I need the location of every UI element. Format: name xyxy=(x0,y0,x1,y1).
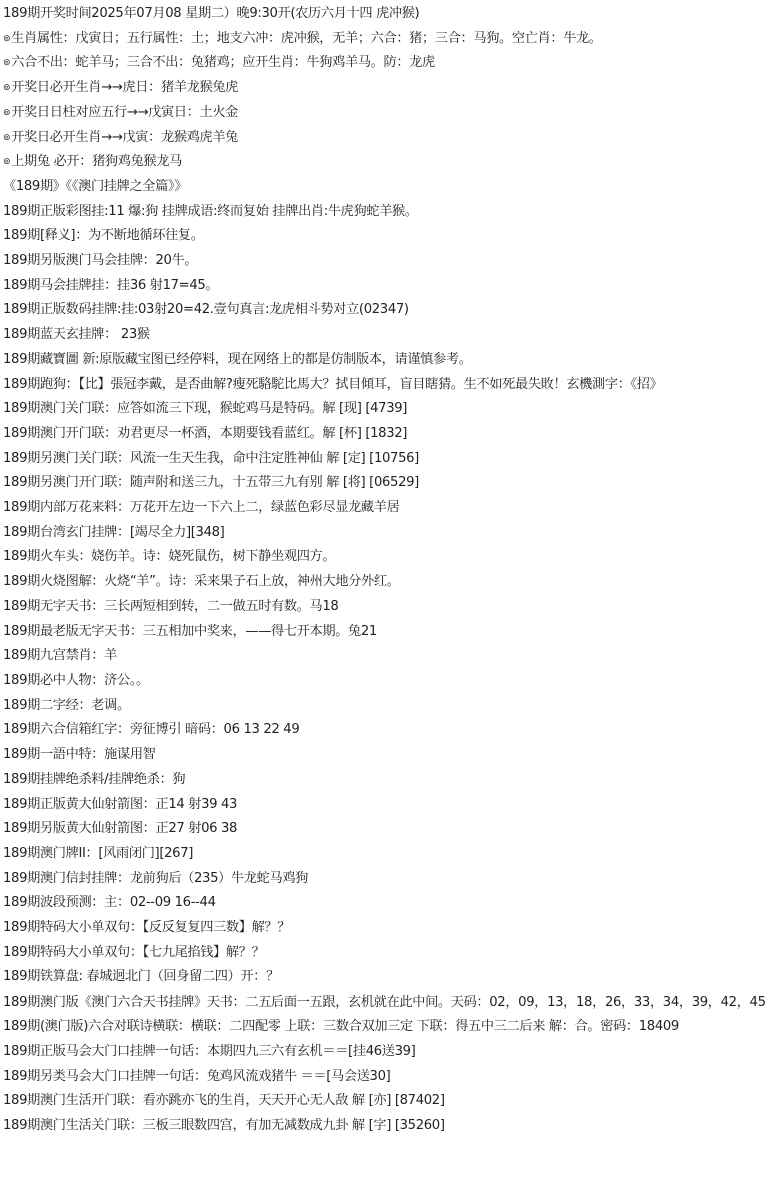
text-line: 189期另澳门开门联：随声附和送三九，十五带三九有别 解 [将] [06529] xyxy=(3,475,419,491)
text-line: 189期波段预测：主：02--09 16--44 xyxy=(3,895,216,911)
text-line: 189期正版马会大门口挂牌一句话：本期四九三六有玄机＝＝[挂46送39] xyxy=(3,1043,416,1059)
text-line: 189期正版黄大仙射箭图：正14 射39 43 xyxy=(3,796,238,812)
circle-bullet-icon: ⊚ xyxy=(3,83,11,94)
text-line: 189期台湾玄门挂牌：[竭尽全力][348] xyxy=(3,524,225,540)
text-line: 189期澳门开门联：劝君更尽一杯酒，本期要钱看蓝红。解 [杯] [1832] xyxy=(3,425,408,441)
circle-bullet-icon: ⊚ xyxy=(3,58,11,69)
text-line: 189期另澳门关门联：风流一生天生我，命中注定胜神仙 解 [定] [10756] xyxy=(3,450,419,466)
draw-time-header: 189期开奖时间2025年07月08 星期二）晚9:30开(农历六月十四 虎冲猴) xyxy=(3,6,420,21)
section-title: 《189期》《《澳门挂牌之全篇》》 xyxy=(3,178,188,194)
circle-bullet-icon: ⊚ xyxy=(3,33,11,44)
text-line: 189期澳门生活关门联：三板三眼数四宫，有加无减数成九卦 解 [字] [35260] xyxy=(3,1117,445,1133)
text-line: 189期藏寶圖 新:原版藏宝图已经停料，现在网络上的都是仿制版本，请谨慎参考。 xyxy=(3,351,472,367)
attribute-line: ⊚生肖属性：戊寅日；五行属性：土；地支六冲：虎冲猴，无羊；六合：猪；三合：马狗。空亡肖：牛龙。 xyxy=(3,30,602,46)
text-line: 189期无字天书：三长两短相到转，二一做五时有数。马18 xyxy=(3,598,339,614)
circle-bullet-icon: ⊚ xyxy=(3,157,11,168)
text-line: 189期六合信箱红字：旁征博引 暗码：06 13 22 49 xyxy=(3,722,300,738)
text-line: 189期九宫禁肖：羊 xyxy=(3,648,117,664)
text-line: 189期挂牌绝杀料/挂牌绝杀：狗 xyxy=(3,771,186,787)
text-line: 189期澳门生活开门联：看亦跳亦飞的生肖，天天开心无人敌 解 [亦] [87402] xyxy=(3,1093,445,1109)
text-line: 189期另版黄大仙射箭图：正27 射06 38 xyxy=(3,821,238,837)
text-line: 189期正版数码挂牌:挂:03射20=42.壹句真言:龙虎相斗势对立(02347) xyxy=(3,302,409,318)
text-line: 189期另版澳门马会挂牌：20牛。 xyxy=(3,253,198,269)
text-line: 189期澳门信封挂牌：龙前狗后（235）牛龙蛇马鸡狗 xyxy=(3,870,308,886)
text-line: 189期正版彩图挂:11 爆:狗 挂牌成语:终而复始 挂牌出肖:牛虎狗蛇羊猴。 xyxy=(3,203,418,219)
text-line: 189期另类马会大门口挂牌一句话：兔鸡风流戏猪牛 ＝＝[马会送30] xyxy=(3,1068,391,1084)
attribute-line: ⊚六合不出：蛇羊马；三合不出：兔猪鸡；应开生肖：牛狗鸡羊马。防：龙虎 xyxy=(3,55,435,71)
circle-bullet-icon: ⊚ xyxy=(3,132,11,143)
text-line: 189期跑狗：【比】張冠李戴，是否曲解?瘦死駱駝比馬大？拭目傾耳，盲目瞎猜。生不如死最失敗！玄機測字：《招》 xyxy=(3,376,663,392)
attribute-line: ⊚开奖日日柱对应五行→→戊寅日：土火金 xyxy=(3,104,239,120)
text-line: 189期特码大小单双句：【七九尾掐钱】解？？ xyxy=(3,944,265,960)
text-line: 189期内部万花来料：万花开左边一下六上二，绿蓝色彩尽显龙藏羊居 xyxy=(3,500,400,516)
text-line: 189期澳门牌II：[风雨闭门][267] xyxy=(3,845,194,861)
text-line: 189期必中人物：济公。。 xyxy=(3,672,149,688)
text-line: 189期(澳门版)六合对联诗横联：横联：二四配零 上联：三数合双加三定 下联：得五中三二后来 解：合。密码：18409 xyxy=(3,1019,679,1035)
attribute-line: ⊚开奖日必开生肖→→戊寅：龙猴鸡虎羊兔 xyxy=(3,129,239,145)
text-line: 189期马会挂牌挂：挂36 射17=45。 xyxy=(3,277,219,293)
attribute-line: ⊚上期兔 必开：猪狗鸡兔猴龙马 xyxy=(3,154,182,170)
text-line: 189期澳门版《澳门六合天书挂牌》天书：二五后面一五跟，玄机就在此中间。天码：02，09，13，18，26，33，34，39，42，45 xyxy=(3,995,766,1011)
text-line: 189期火烧图解：火烧“羊”。诗：采来果子石上放，神州大地分外红。 xyxy=(3,574,400,590)
attribute-line: ⊚开奖日必开生肖→→虎日：猪羊龙猴兔虎 xyxy=(3,80,239,96)
text-line: 189期最老版无字天书：三五相加中奖来，——得七开本期。兔21 xyxy=(3,623,377,639)
text-line: 189期蓝天玄挂牌： 23猴 xyxy=(3,327,150,343)
text-line: 189期二字经：老调。 xyxy=(3,697,130,713)
circle-bullet-icon: ⊚ xyxy=(3,107,11,118)
text-line: 189期澳门关门联：应答如流三下现，猴蛇鸡马是特码。解 [现] [4739] xyxy=(3,401,408,417)
text-line: 189期一語中特：施谋用智 xyxy=(3,747,156,763)
text-line: 189期[释义]：为不断地循环往复。 xyxy=(3,228,204,244)
text-line: 189期火车头：娆伤羊。诗：娆死鼠伤，树下静坐观四方。 xyxy=(3,549,336,565)
text-line: 189期特码大小单双句：【反反复复四三数】解？？ xyxy=(3,920,291,936)
text-line: 189期铁算盘: 春城迥北门（回身留二四）开：？ xyxy=(3,969,279,985)
